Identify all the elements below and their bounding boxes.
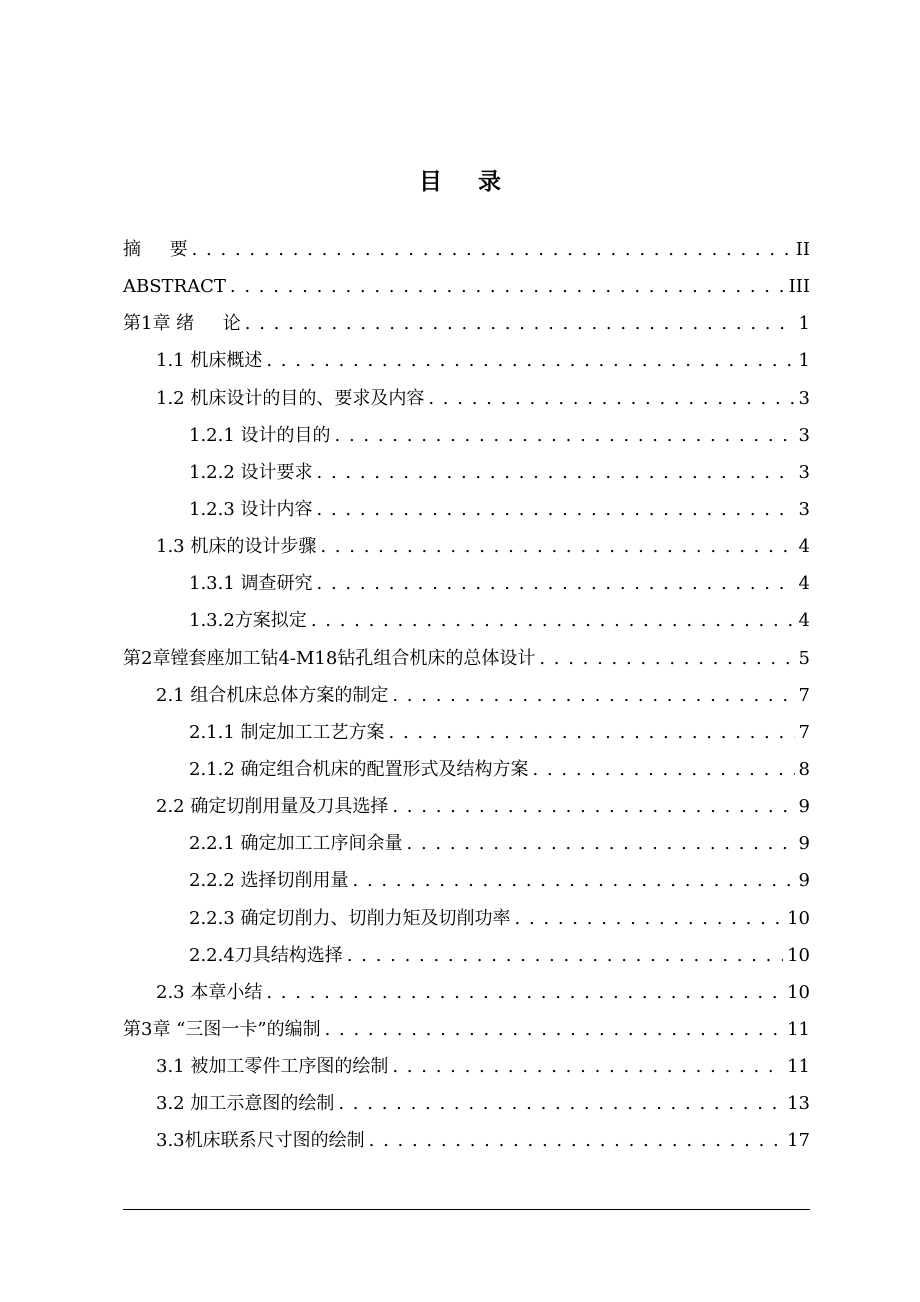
toc-entry-label: 第3章 “三图一卡”的编制 bbox=[123, 1019, 321, 1041]
toc-title: 目 录 bbox=[418, 169, 515, 195]
toc-entry-page-number: 13 bbox=[787, 1093, 810, 1115]
dot-leader bbox=[335, 417, 795, 454]
toc-entry-page-number: II bbox=[795, 239, 810, 261]
toc-entry-label: 1.1 机床概述 bbox=[156, 350, 263, 372]
toc-entry-label: 第1章 绪 论 bbox=[123, 313, 241, 335]
toc-entry[interactable] bbox=[123, 974, 810, 1011]
toc-entry-page-number: 11 bbox=[787, 1056, 810, 1078]
toc-entry[interactable] bbox=[123, 1122, 810, 1159]
toc-entry-label: 2.2.4刀具结构选择 bbox=[189, 944, 343, 966]
dot-leader bbox=[266, 342, 794, 379]
toc-entry-label: 3.2 加工示意图的绘制 bbox=[156, 1093, 335, 1115]
toc-entry[interactable] bbox=[123, 528, 810, 565]
toc-entry[interactable] bbox=[123, 640, 810, 677]
dot-leader bbox=[428, 380, 794, 417]
toc-entry-label: ABSTRACT bbox=[123, 276, 226, 298]
toc-entry[interactable] bbox=[123, 937, 810, 974]
toc-entry[interactable] bbox=[123, 491, 810, 528]
dot-leader bbox=[392, 677, 794, 714]
toc-entry-label: 3.3机床联系尺寸图的绘制 bbox=[156, 1130, 365, 1152]
dot-leader bbox=[392, 788, 794, 825]
dot-leader bbox=[338, 1085, 783, 1122]
toc-entry-label: 第2章镗套座加工钻4-M18钻孔组合机床的总体设计 bbox=[123, 647, 536, 669]
toc-entry-label: 2.1 组合机床总体方案的制定 bbox=[156, 684, 389, 706]
toc-entry-label: 2.2.1 确定加工工序间余量 bbox=[189, 833, 403, 855]
toc-entry-page-number: 9 bbox=[798, 833, 810, 855]
toc-entry-label: 摘 要 bbox=[123, 239, 188, 261]
toc-entry-label: 2.2.2 选择切削用量 bbox=[189, 870, 349, 892]
toc-entry[interactable] bbox=[123, 342, 810, 379]
toc-entry-page-number: 9 bbox=[798, 796, 810, 818]
toc-entry-label: 1.2.2 设计要求 bbox=[189, 461, 313, 483]
toc-entry[interactable] bbox=[123, 417, 810, 454]
dot-leader bbox=[353, 862, 795, 899]
toc-entry-page-number: 1 bbox=[798, 350, 810, 372]
toc-entry[interactable] bbox=[123, 1085, 810, 1122]
toc-entry-page-number: 3 bbox=[798, 387, 810, 409]
dot-leader bbox=[317, 491, 795, 528]
dot-leader bbox=[311, 602, 795, 639]
toc-entry-page-number: 3 bbox=[798, 499, 810, 521]
toc-entry-page-number: 3 bbox=[798, 461, 810, 483]
dot-leader bbox=[389, 714, 795, 751]
toc-entry[interactable] bbox=[123, 825, 810, 862]
toc-entry-page-number: 4 bbox=[798, 573, 810, 595]
dot-leader bbox=[317, 565, 795, 602]
toc-entry-page-number: 9 bbox=[798, 870, 810, 892]
toc-entry-page-number: 10 bbox=[787, 981, 810, 1003]
toc-entry-label: 1.3.1 调查研究 bbox=[189, 573, 313, 595]
toc-entry-label: 2.3 本章小结 bbox=[156, 981, 263, 1003]
dot-leader bbox=[266, 974, 783, 1011]
toc-entry[interactable] bbox=[123, 788, 810, 825]
toc-entry[interactable] bbox=[123, 454, 810, 491]
dot-leader bbox=[320, 528, 794, 565]
dot-leader bbox=[369, 1122, 783, 1159]
toc-entry-label: 2.1.1 制定加工工艺方案 bbox=[189, 721, 385, 743]
toc-entry-page-number: 4 bbox=[798, 610, 810, 632]
toc-entry-label: 1.2 机床设计的目的、要求及内容 bbox=[156, 387, 425, 409]
dot-leader bbox=[317, 454, 795, 491]
toc-entry[interactable] bbox=[123, 714, 810, 751]
toc-entry[interactable] bbox=[123, 751, 810, 788]
dot-leader bbox=[515, 900, 784, 937]
toc-entry[interactable] bbox=[123, 1048, 810, 1085]
toc-entry-page-number: 8 bbox=[798, 759, 810, 781]
toc-entry-label: 2.2.3 确定切削力、切削力矩及切削功率 bbox=[189, 907, 511, 929]
toc-entry[interactable] bbox=[123, 677, 810, 714]
toc-entry-page-number: 4 bbox=[798, 536, 810, 558]
dot-leader bbox=[407, 825, 795, 862]
toc-entry-label: 1.2.1 设计的目的 bbox=[189, 424, 331, 446]
toc-entry-label: 3.1 被加工零件工序图的绘制 bbox=[156, 1056, 389, 1078]
toc-entry-page-number: 11 bbox=[787, 1019, 810, 1041]
toc-entry-page-number: 10 bbox=[787, 907, 810, 929]
toc-entry[interactable] bbox=[123, 900, 810, 937]
toc-entry[interactable] bbox=[123, 305, 810, 342]
toc-entry-page-number: 5 bbox=[798, 647, 810, 669]
toc-entry[interactable] bbox=[123, 1011, 810, 1048]
footer-rule bbox=[123, 1209, 810, 1210]
toc-entry-label: 1.3.2方案拟定 bbox=[189, 610, 307, 632]
dot-leader bbox=[392, 1048, 783, 1085]
toc-entry[interactable] bbox=[123, 862, 810, 899]
toc-entry[interactable] bbox=[123, 565, 810, 602]
toc-entry-page-number: 7 bbox=[798, 721, 810, 743]
dot-leader bbox=[245, 305, 795, 342]
dot-leader bbox=[347, 937, 783, 974]
toc-entry-label: 2.2 确定切削用量及刀具选择 bbox=[156, 796, 389, 818]
toc-entry[interactable] bbox=[123, 231, 810, 268]
dot-leader bbox=[230, 268, 785, 305]
dot-leader bbox=[192, 231, 792, 268]
dot-leader bbox=[533, 751, 795, 788]
toc-entry-label: 1.2.3 设计内容 bbox=[189, 499, 313, 521]
toc-entry-page-number: III bbox=[788, 276, 810, 298]
dot-leader bbox=[539, 640, 794, 677]
toc-entry-page-number: 7 bbox=[798, 684, 810, 706]
dot-leader bbox=[325, 1011, 784, 1048]
toc-entry-page-number: 3 bbox=[798, 424, 810, 446]
toc-entry-label: 2.1.2 确定组合机床的配置形式及结构方案 bbox=[189, 759, 529, 781]
table-of-contents bbox=[123, 231, 810, 1160]
toc-entry-page-number: 1 bbox=[798, 313, 810, 335]
toc-entry-page-number: 17 bbox=[787, 1130, 810, 1152]
toc-entry[interactable] bbox=[123, 602, 810, 639]
toc-entry[interactable] bbox=[123, 268, 810, 305]
toc-entry-page-number: 10 bbox=[787, 944, 810, 966]
toc-entry[interactable] bbox=[123, 380, 810, 417]
toc-entry-label: 1.3 机床的设计步骤 bbox=[156, 536, 317, 558]
